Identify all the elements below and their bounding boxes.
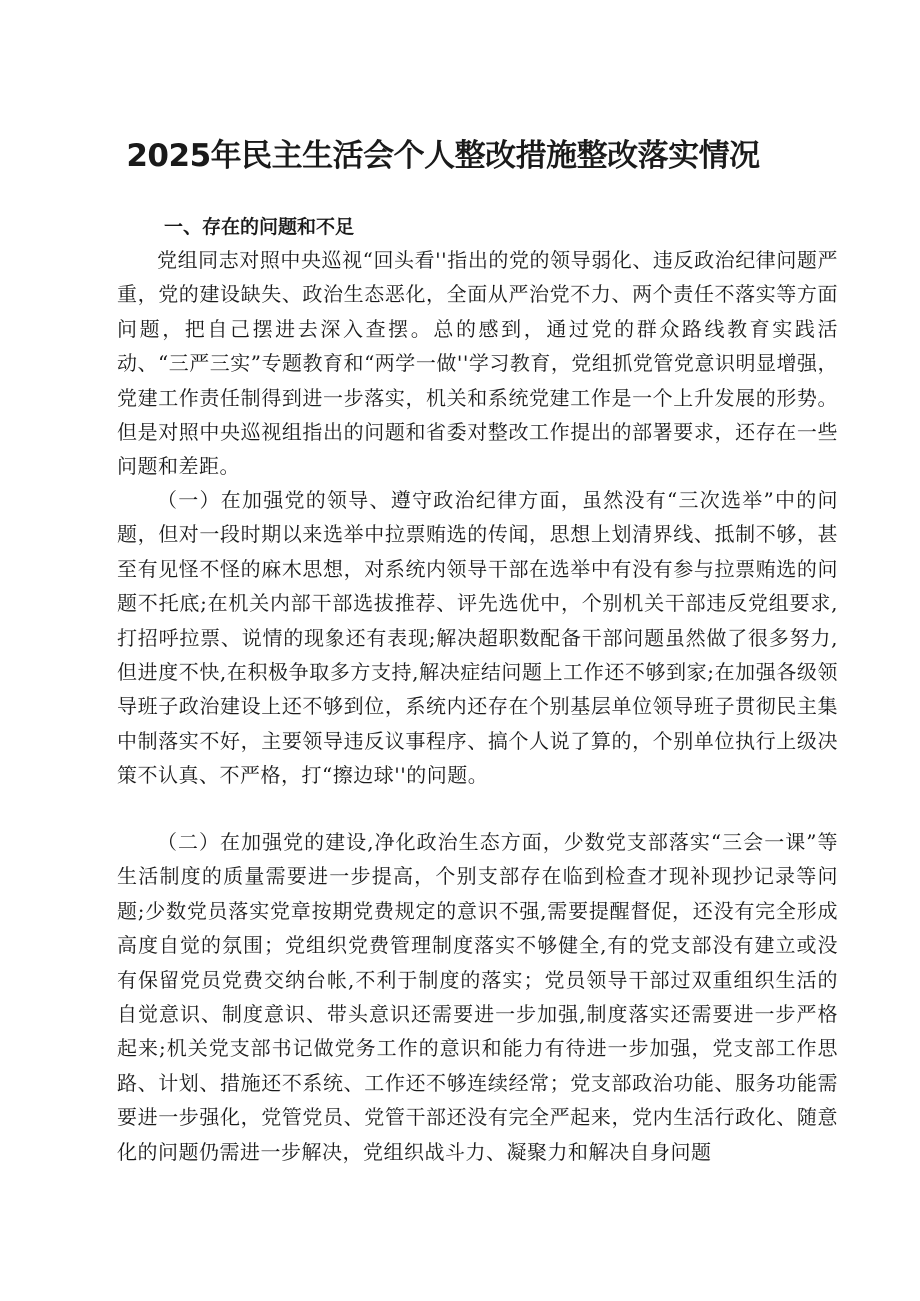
paragraph-party-building: （二）在加强党的建设,净化政治生态方面，少数党支部落实“三会一课”等生活制度的质量需要进一步提高，个别支部存在临到检查才现补现抄记录等问题;少数党员落实党章按期党费规定的意识不强,需要提醒督促，还没有完全形成高度自觉的氛围；党组织党费管理制度落实不够健全,有的党支部没有建立或没有保留党员党费交纳台帐,不利于制度的落实；党员领导干部过双重组织生活的自觉意识、制度意识、带头意识还需要进一步加强,制度落实还需要进一步严格起来;机关党支部书记做党务工作的意识和能力有待进一步加强，党支部工作思路、计划、措施还不系统、工作还不够连续经常；党支部政治功能、服务功能需要进一步强化，党管党员、党管干部还没有完全严起来，党内生活行政化、随意化的问题仍需进一步解决，党组织战斗力、凝聚力和解决自身问题 [117, 830, 838, 1164]
paragraph-intro: 党组同志对照中央巡视“回头看''指出的党的领导弱化、违反政治纪律问题严重，党的建设缺失、政治生态恶化，全面从严治党不力、两个责任不落实等方面问题，把自己摆进去深入查摆。总的感到，通过党的群众路线教育实践活动、“三严三实”专题教育和“两学一做''学习教育，党组抓党管党意识明显增强，党建工作责任制得到进一步落实，机关和系统党建工作是一个上升发展的形势。但是对照中央巡视组指出的问题和省委对整改工作提出的部署要求，还存在一些问题和差距。 [117, 248, 838, 479]
document-title: 2025年民主生活会个人整改措施整改落实情况 [126, 138, 760, 174]
section-heading: 一、存在的问题和不足 [164, 216, 355, 238]
paragraph-political-discipline: （一）在加强党的领导、遵守政治纪律方面，虽然没有“三次选举”中的问题，但对一段时期以来选举中拉票贿选的传闻，思想上划清界线、抵制不够，甚至有见怪不怪的麻木思想，对系统内领导干部在选举中有没有参与拉票贿选的问题不托底;在机关内部干部选拔推荐、评先选优中，个别机关干部违反党组要求,打招呼拉票、说情的现象还有表现;解决超职数配备干部问题虽然做了很多努力,但进度不快,在积极争取多方支持,解决症结问题上工作还不够到家;在加强各级领导班子政治建设上还不够到位，系统内还存在个别基层单位领导班子贯彻民主集中制落实不好，主要领导违反议事程序、搞个人说了算的，个别单位执行上级决策不认真、不严格，打“擦边球''的问题。 [117, 488, 838, 788]
